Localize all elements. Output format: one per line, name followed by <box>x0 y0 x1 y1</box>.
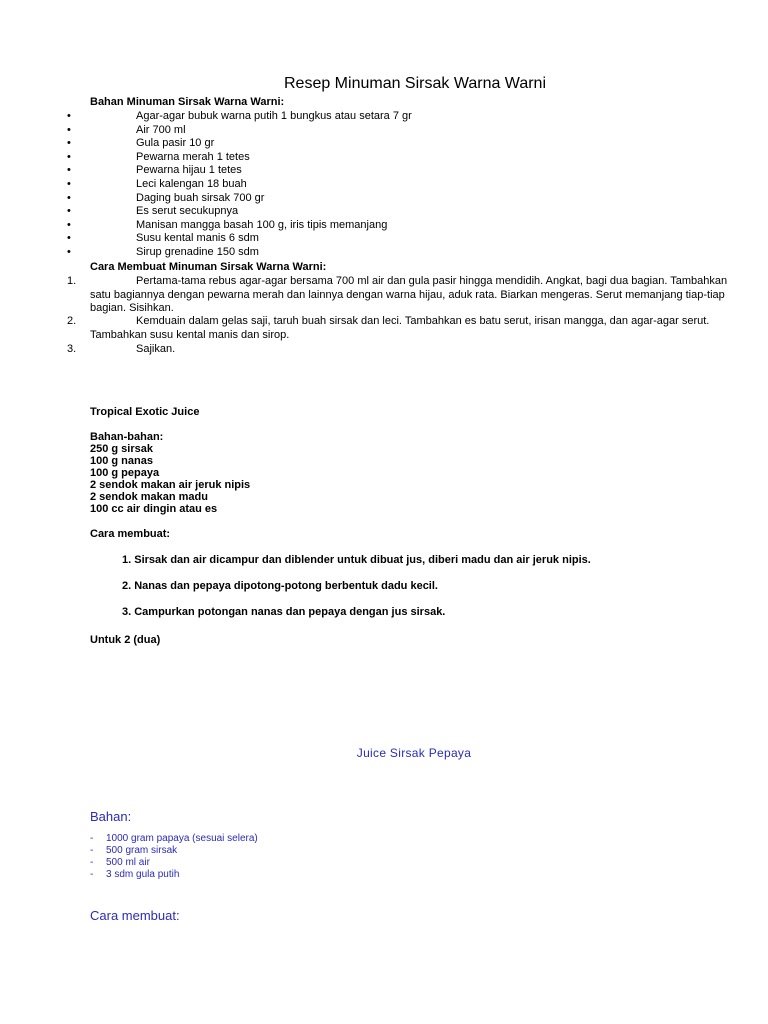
dash-icon: - <box>90 833 94 844</box>
step-text: Sajikan. <box>136 343 176 355</box>
recipe1-steps-heading: Cara Membuat Minuman Sirsak Warna Warni: <box>90 261 327 273</box>
recipe1-ingredients-heading: Bahan Minuman Sirsak Warna Warni: <box>90 96 285 108</box>
recipe2-steps-heading: Cara membuat: <box>90 528 171 540</box>
list-item: Leci kalengan 18 buah <box>136 178 247 190</box>
list-item: 500 ml air <box>106 857 150 868</box>
step-text: 3. Campurkan potongan nanas dan pepaya dengan jus sirsak. <box>122 606 446 618</box>
list-item: Es serut secukupnya <box>136 205 239 217</box>
step-number: 3. <box>67 343 77 355</box>
list-item: 100 g nanas <box>90 455 153 467</box>
bullet-icon: • <box>67 164 71 176</box>
step-number: 1. <box>67 275 77 287</box>
list-item: 100 g pepaya <box>90 467 160 479</box>
bullet-icon: • <box>67 219 71 231</box>
list-item: Pewarna merah 1 tetes <box>136 151 250 163</box>
list-item: 1000 gram papaya (sesuai selera) <box>106 833 258 844</box>
recipe3-steps-heading: Cara membuat: <box>90 908 180 923</box>
step-text: Kemduain dalam gelas saji, taruh buah sirsak dan leci. Tambahkan es batu serut, irisan mangga, dan agar-agar serut. Tambahkan susu kental manis dan sirop. <box>90 315 710 341</box>
list-item: Sirup grenadine 150 sdm <box>136 246 259 258</box>
list-item: Agar-agar bubuk warna putih 1 bungkus atau setara 7 gr <box>136 110 412 122</box>
list-item: 500 gram sirsak <box>106 845 178 856</box>
list-item: 3 sdm gula putih <box>106 869 180 880</box>
recipe3-ingredients-heading: Bahan: <box>90 809 132 824</box>
list-item: 2 sendok makan air jeruk nipis <box>90 479 251 491</box>
list-item: 250 g sirsak <box>90 443 153 455</box>
list-item: Pewarna hijau 1 tetes <box>136 164 242 176</box>
dash-icon: - <box>90 857 94 868</box>
bullet-icon: • <box>67 205 71 217</box>
recipe2-title: Tropical Exotic Juice <box>90 406 200 418</box>
bullet-icon: • <box>67 151 71 163</box>
list-item: 100 cc air dingin atau es <box>90 503 218 515</box>
recipe1-title: Resep Minuman Sirsak Warna Warni <box>283 75 546 92</box>
bullet-icon: • <box>67 124 71 136</box>
step-text: 1. Sirsak dan air dicampur dan diblender untuk dibuat jus, diberi madu dan air jeruk nipis. <box>122 554 591 566</box>
dash-icon: - <box>90 869 94 880</box>
list-item: 2 sendok makan madu <box>90 491 208 503</box>
recipe2-serving: Untuk 2 (dua) <box>90 634 161 646</box>
list-item: Gula pasir 10 gr <box>136 137 215 149</box>
list-item: Air 700 ml <box>136 124 186 136</box>
bullet-icon: • <box>67 110 71 122</box>
bullet-icon: • <box>67 246 71 258</box>
bullet-icon: • <box>67 137 71 149</box>
step-text: 2. Nanas dan pepaya dipotong-potong berbentuk dadu kecil. <box>122 580 438 592</box>
list-item: Susu kental manis 6 sdm <box>136 232 259 244</box>
recipe2-ingredients-heading: Bahan-bahan: <box>90 431 164 443</box>
bullet-icon: • <box>67 178 71 190</box>
list-item: Manisan mangga basah 100 g, iris tipis memanjang <box>136 219 388 231</box>
list-item: Daging buah sirsak 700 gr <box>136 192 265 204</box>
recipe3-title: Juice Sirsak Pepaya <box>356 746 472 760</box>
step-text: Pertama-tama rebus agar-agar bersama 700 ml air dan gula pasir hingga mendidih. Angkat, bagi dua bagian. Tambahkan satu bagiannya dengan pewarna merah dan lainnya dengan warna hijau, aduk rata. Biarkan mengeras. Serut memanjang tiap-tiap bagian. Sisihkan. <box>90 275 728 314</box>
dash-icon: - <box>90 845 94 856</box>
bullet-icon: • <box>67 192 71 204</box>
bullet-icon: • <box>67 232 71 244</box>
step-number: 2. <box>67 315 77 327</box>
